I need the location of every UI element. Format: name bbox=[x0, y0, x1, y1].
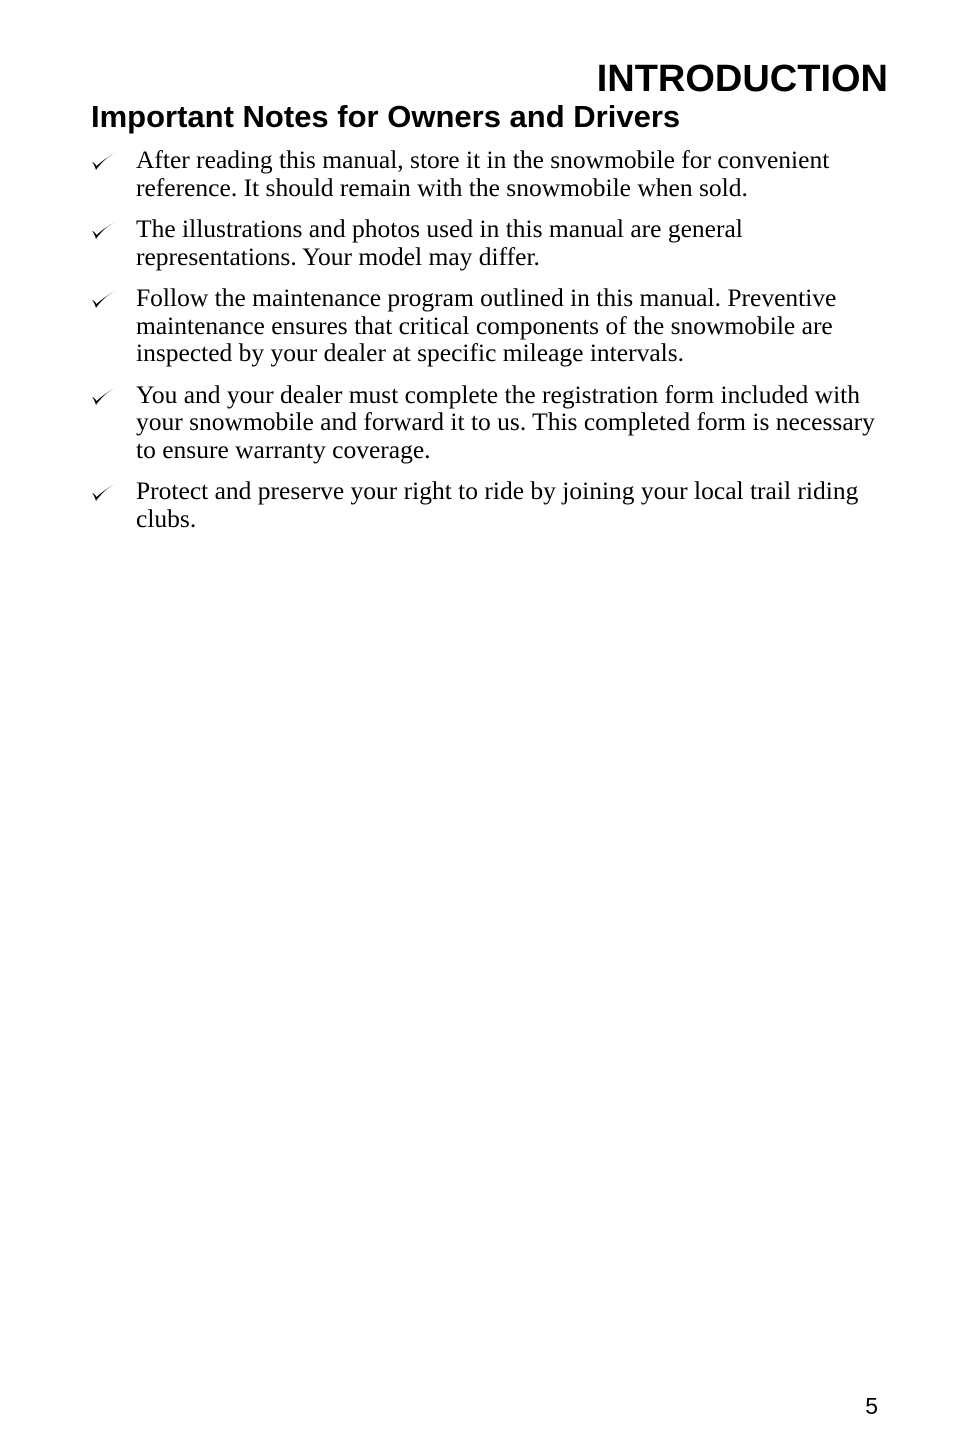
notes-list bbox=[90, 146, 890, 546]
check-mark-icon bbox=[90, 220, 118, 240]
section-title: INTRODUCTION bbox=[596, 58, 888, 100]
list-item bbox=[90, 146, 890, 201]
list-item bbox=[90, 381, 890, 464]
list-item bbox=[90, 215, 890, 270]
page-heading: Important Notes for Owners and Drivers bbox=[91, 99, 681, 134]
note-text: After reading this manual, store it in the snowmobile for convenient reference. It should remain with the snowmobile when sold. bbox=[136, 145, 830, 202]
check-mark-icon bbox=[90, 151, 118, 171]
check-mark-icon bbox=[90, 482, 118, 502]
list-item bbox=[90, 477, 890, 532]
note-text: Protect and preserve your right to ride by joining your local trail riding clubs. bbox=[136, 476, 859, 533]
note-text: The illustrations and photos used in this manual are general representations. Your model may differ. bbox=[136, 214, 743, 271]
note-text: Follow the maintenance program outlined in this manual. Preventive maintenance ensures that critical components of the snowmobile are inspected by your dealer at specific mileage intervals. bbox=[136, 283, 837, 367]
list-item bbox=[90, 284, 890, 367]
page-number: 5 bbox=[865, 1393, 878, 1419]
check-mark-icon bbox=[90, 289, 118, 309]
note-text: You and your dealer must complete the registration form included with your snowmobile and forward it to us. This completed form is necessary to ensure warranty coverage. bbox=[136, 379, 875, 464]
check-mark-icon bbox=[90, 386, 118, 406]
